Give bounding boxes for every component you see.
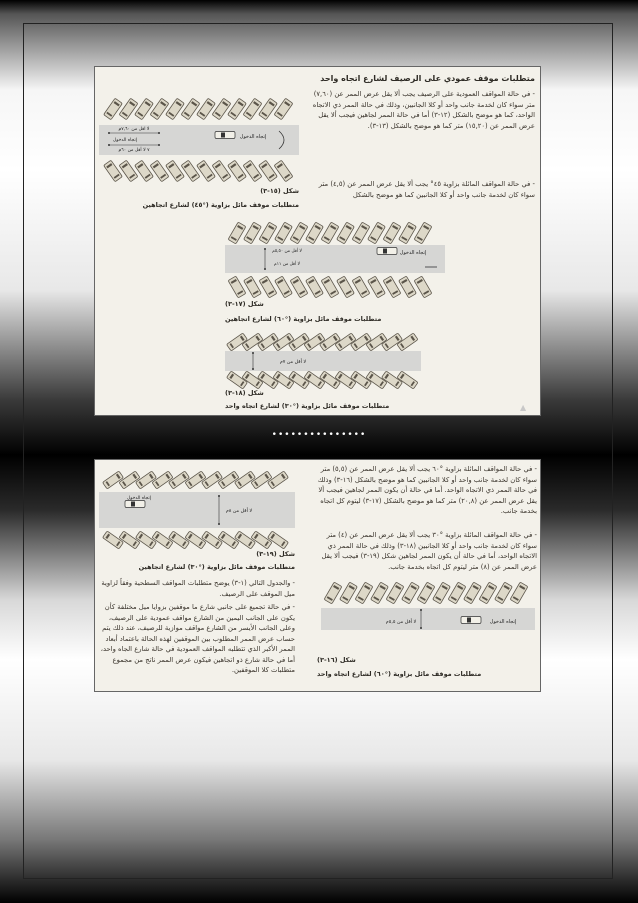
parked-car xyxy=(306,276,324,298)
parked-car xyxy=(448,582,466,604)
parked-car xyxy=(383,276,401,298)
parked-car xyxy=(136,471,157,489)
dimension-tick xyxy=(158,132,160,134)
paragraph-30deg: - في حالة المواقف المائلة بزاوية °٣٠ يجب ألا يقل عرض الممر عن (٤) متر سواء كان لخدمة جانب واحد أو كلا الجانبين (١٨-٣) وذلك في حالة الممر ذي الاتجاه الواحد، أما في حالة أن يكون الممر لجاهين شكل (١٩-٣) فيجب ألا يقل عرض الممر عن (٨) متر ليتوم كل اتجاه بخدمة جانب. xyxy=(321,531,537,571)
parked-car xyxy=(228,222,246,244)
parked-car xyxy=(495,582,513,604)
parked-car xyxy=(464,582,482,604)
parked-car xyxy=(259,276,277,298)
parked-car xyxy=(275,222,293,244)
dimension-tick xyxy=(218,523,220,525)
parked-car xyxy=(197,160,216,182)
figure-16-title: متطلبات موقف مائل بزاوية (°٦٠) لشارع اتجاه واحد xyxy=(317,670,482,678)
parked-car xyxy=(152,531,173,549)
paragraph-perpendicular: - في حالة المواقف العمودية على الرصيف يجب ألا يقل عرض الممر عن (٧,٦٠) متر سواء كان لخدمة جانب واحد أو كلا الجانبين، وذلك في حالة الممر ذي الاتجاه الواحد، كما هو موضح بالشكل (١٢-٣) أما في حالة الممر لجاهين فيجب ألا يقل عرض الممر عن (١٥,٢٠) متر كما هو موضح بالشكل (١٣-٣). xyxy=(312,90,535,130)
parked-car xyxy=(386,582,404,604)
figure-17-title: متطلبات موقف مائل بزاوية (°٦٠) لشارع اتجاهين xyxy=(225,315,382,323)
parked-car xyxy=(383,222,401,244)
width-label: لا أقل من ٨م xyxy=(225,509,253,514)
parked-car xyxy=(103,531,124,549)
dimension-tick xyxy=(252,368,254,370)
parked-car xyxy=(104,98,123,120)
parked-car xyxy=(235,531,256,549)
figure-18-caption: شكل (١٨-٣) xyxy=(225,389,264,397)
moving-car-window xyxy=(221,133,225,138)
width-label-b: ٧ لا أقل من ٦٠م xyxy=(118,148,150,153)
parked-car xyxy=(228,160,247,182)
parked-car xyxy=(103,471,124,489)
parked-car xyxy=(337,276,355,298)
dimension-tick xyxy=(420,627,422,629)
corner-mark: ▲ xyxy=(520,403,527,412)
parked-car xyxy=(202,471,223,489)
parked-car xyxy=(268,531,289,549)
parked-car xyxy=(355,582,373,604)
parked-car xyxy=(150,160,169,182)
parked-car xyxy=(352,276,370,298)
parked-car xyxy=(337,222,355,244)
parked-car xyxy=(228,276,246,298)
figure-16-caption: شكل (١٦-٣) xyxy=(317,656,356,664)
parked-car xyxy=(212,160,231,182)
parked-car xyxy=(135,98,154,120)
parked-car xyxy=(274,98,293,120)
width-label: لا أقل من ٧م xyxy=(279,360,307,365)
parked-car xyxy=(244,222,262,244)
parked-car xyxy=(212,98,231,120)
entry-label: إتجاه الدخول xyxy=(489,619,517,625)
parked-car xyxy=(152,471,173,489)
moving-car-window xyxy=(467,618,471,623)
width-label: لا أقل من ٥,٥م xyxy=(385,620,417,625)
dimension-tick xyxy=(264,268,266,270)
figure-19-caption: شكل (١٩-٣) xyxy=(256,550,295,558)
parked-car xyxy=(243,98,262,120)
parked-car xyxy=(259,222,277,244)
parked-car xyxy=(150,98,169,120)
separator-dots: ••••••••••••••• xyxy=(271,430,367,440)
parked-car xyxy=(399,222,417,244)
parked-car xyxy=(259,160,278,182)
paragraph-45deg: - في حالة المواقف المائلة بزاوية ٤٥° يجب ألا يقل عرض الممر عن (٤,٥) متر سواء كان لخدمة جانب واحد أو كلا الجانبين كما هو موضح بالشكل xyxy=(318,180,535,199)
parked-car xyxy=(119,98,138,120)
parked-car xyxy=(166,98,185,120)
parked-car xyxy=(414,276,432,298)
parked-car xyxy=(135,160,154,182)
parked-car xyxy=(181,98,200,120)
dimension-tick xyxy=(218,495,220,497)
scanned-page-top xyxy=(94,66,541,416)
figure-19-title: متطلبات موقف مائل بزاوية (°٣٠) لشارع اتجاهين xyxy=(138,563,295,571)
entry-label: إتجاه الدخول xyxy=(239,134,267,140)
figure-18-title: متطلبات موقف مائل بزاوية (°٣٠) لشارع اتجاه واحد xyxy=(225,402,390,410)
moving-car-window xyxy=(383,249,387,254)
parked-car xyxy=(185,531,206,549)
parked-car xyxy=(417,582,435,604)
parked-car xyxy=(306,222,324,244)
dimension-tick xyxy=(108,132,110,134)
figure-17-caption: شكل (١٧-٣) xyxy=(225,300,264,308)
parked-car xyxy=(321,276,339,298)
parked-car xyxy=(251,531,272,549)
parked-car xyxy=(136,531,157,549)
parked-car xyxy=(414,222,432,244)
parked-car xyxy=(218,471,239,489)
parked-car xyxy=(259,98,278,120)
paragraph-table-ref: - والجدول التالي (١-٣) يوضح متطلبات المواقف السطحية وفقاً لزاوية ميل الموقف على الرصيف. xyxy=(101,579,295,598)
entry-label: إتجاه الدخول xyxy=(399,250,427,256)
scanned-page-bottom xyxy=(94,459,541,692)
parked-car xyxy=(119,160,138,182)
parked-car xyxy=(251,471,272,489)
entry-label-2: إتجاه الدخول xyxy=(113,138,137,143)
parked-car xyxy=(185,471,206,489)
parked-car xyxy=(235,471,256,489)
parked-car xyxy=(479,582,497,604)
dimension-tick xyxy=(252,352,254,354)
parked-car xyxy=(218,531,239,549)
parked-car xyxy=(433,582,451,604)
parked-car xyxy=(368,222,386,244)
paragraph-60deg: - في حالة المواقف المائلة بزاوية °٦٠ يجب ألا يقل عرض الممر عن (٥,٥) متر سواء كان لخدمة جانب واحد أو كلا الجانبين كما هو موضح بالشكل (١٦-٣) وذلك في حالة الممر ذي الاتجاه الواحد. أما في حالة أن يكون الممر لجاهين فيجب ألا يقل عرض الممر عن (٢٠,٨) متر كما هو موضح بالشكل (١٧-٣) ليتوم كل اتجاه بخدمة جانب. xyxy=(317,465,537,516)
parked-car xyxy=(243,160,262,182)
parked-car xyxy=(169,531,190,549)
parked-car xyxy=(510,582,528,604)
parked-car xyxy=(275,276,293,298)
dimension-tick xyxy=(264,248,266,250)
parked-car xyxy=(104,160,123,182)
parked-car xyxy=(274,160,293,182)
dimension-tick xyxy=(158,144,160,146)
figure-60deg-oneway-parking xyxy=(321,578,535,652)
parked-car xyxy=(166,160,185,182)
parked-car xyxy=(352,222,370,244)
figure-30deg-parking xyxy=(225,333,421,389)
width-label-a: لا اقل من ٧,٦٠م xyxy=(118,127,150,132)
entry-label: إتجاه الدخول xyxy=(127,496,151,501)
parked-car xyxy=(202,531,223,549)
parked-car xyxy=(244,276,262,298)
dimension-tick xyxy=(420,609,422,611)
parked-car xyxy=(181,160,200,182)
parked-car xyxy=(119,531,140,549)
parked-car xyxy=(169,471,190,489)
parked-car xyxy=(402,582,420,604)
parked-car xyxy=(228,98,247,120)
parked-car xyxy=(368,276,386,298)
parked-car xyxy=(290,276,308,298)
parked-car xyxy=(290,222,308,244)
dimension-tick xyxy=(108,144,110,146)
figure-15-caption: شكل (١٥-٣) xyxy=(260,187,299,195)
section-heading: متطلبات موقف عمودي على الرصيف لشارع اتجاه واحد xyxy=(320,74,535,83)
figure-30deg-twoway-parking xyxy=(99,468,295,552)
width-label-a: لا أقل من ٥,٥٠م xyxy=(272,249,302,254)
figure-60deg-parking xyxy=(225,221,445,299)
parked-car xyxy=(119,471,140,489)
parked-car xyxy=(268,471,289,489)
roadway xyxy=(225,351,421,371)
paragraph-mixed-angles: - في حالة تجميع على جانبي شارع ما موقفين بزوايا ميل مختلفة كأن يكون على الجانب اليمين من الشارع مواقف عمودية على الرصيف، وعلى الجانب الأيسر من الشارع مواقف موازية للرصيف، عند ذلك يتم حساب عرض الممر المطلوب بين الموقفين لهذه الحالة باعتماد أبعاد الممر الأكبر الذي تتطلبه المواقف العمودية في حالة شارع الجاه واحد، أما في حالة شارع ذو اتجاهين فيكون عرض الممر ناتج من مجموع متطلبات كلا الموقفين. xyxy=(100,603,295,675)
parked-car xyxy=(399,276,417,298)
parked-car xyxy=(340,582,358,604)
parked-car xyxy=(324,582,342,604)
parked-car xyxy=(321,222,339,244)
parked-car xyxy=(197,98,216,120)
parked-car xyxy=(371,582,389,604)
width-label-b: لا أقل من ١١م xyxy=(274,262,300,267)
figure-15-title: متطلبات موقف مائل بزاوية (°٤٥) لشارع اتجاهين xyxy=(142,201,299,209)
figure-45deg-parking xyxy=(99,91,299,187)
moving-car-window xyxy=(131,502,135,507)
